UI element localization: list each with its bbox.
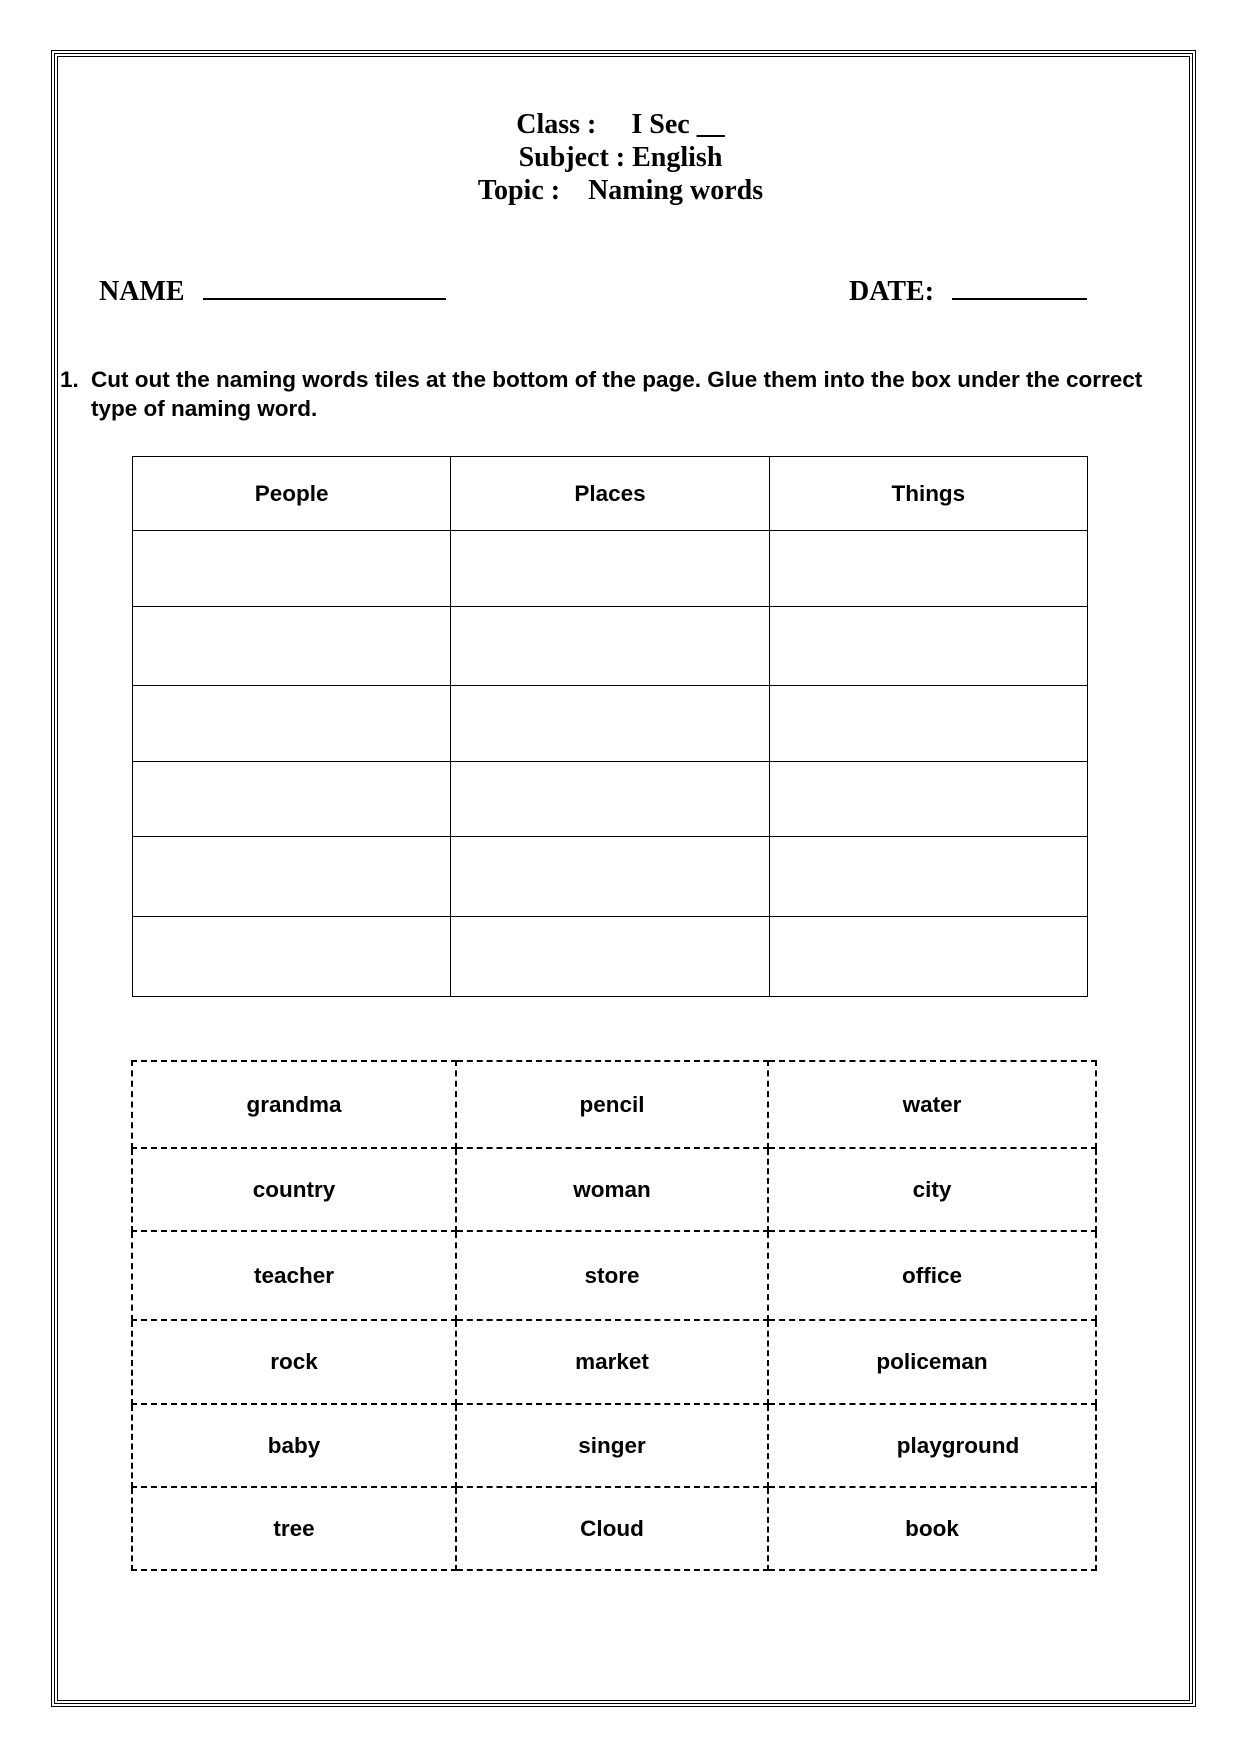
tile-row xyxy=(132,1148,1096,1231)
drop-cell-people[interactable] xyxy=(133,917,451,997)
drop-cell-places[interactable] xyxy=(451,531,769,607)
word-tile[interactable]: policeman xyxy=(768,1320,1096,1404)
column-header-things: Things xyxy=(769,457,1087,531)
word-tile[interactable]: market xyxy=(456,1320,768,1404)
column-header-places: Places xyxy=(451,457,769,531)
drop-cell-things[interactable] xyxy=(769,686,1087,762)
table-row xyxy=(133,837,1088,917)
word-tile[interactable]: woman xyxy=(456,1148,768,1231)
drop-cell-things[interactable] xyxy=(769,531,1087,607)
drop-cell-places[interactable] xyxy=(451,607,769,686)
word-tile[interactable]: water xyxy=(768,1061,1096,1148)
word-tile[interactable]: office xyxy=(768,1231,1096,1320)
drop-cell-things[interactable] xyxy=(769,837,1087,917)
column-header-people: People xyxy=(133,457,451,531)
name-field-row xyxy=(85,242,446,308)
word-tile[interactable]: store xyxy=(456,1231,768,1320)
word-tile[interactable]: grandma xyxy=(132,1061,456,1148)
subject-line: Subject : English xyxy=(518,142,723,173)
date-field-row xyxy=(835,242,1087,308)
name-label: NAME xyxy=(99,276,185,307)
date-blank-line[interactable] xyxy=(952,274,1087,300)
date-label: DATE: xyxy=(849,276,935,307)
word-tiles-grid xyxy=(131,1060,1097,1571)
table-row xyxy=(133,762,1088,837)
tile-row xyxy=(132,1231,1096,1320)
instruction-number: 1. xyxy=(60,367,79,392)
drop-cell-places[interactable] xyxy=(451,686,769,762)
table-row xyxy=(133,917,1088,997)
word-tile[interactable]: city xyxy=(768,1148,1096,1231)
table-row xyxy=(133,607,1088,686)
word-tile[interactable]: tree xyxy=(132,1487,456,1570)
class-line: Class : I Sec __ xyxy=(516,109,725,140)
word-tile[interactable]: playground xyxy=(768,1404,1096,1487)
word-tile[interactable]: Cloud xyxy=(456,1487,768,1570)
drop-cell-things[interactable] xyxy=(769,607,1087,686)
tile-row xyxy=(132,1404,1096,1487)
drop-cell-people[interactable] xyxy=(133,686,451,762)
table-row xyxy=(133,531,1088,607)
tile-row xyxy=(132,1487,1096,1570)
drop-cell-places[interactable] xyxy=(451,917,769,997)
drop-cell-things[interactable] xyxy=(769,762,1087,837)
drop-cell-people[interactable] xyxy=(133,607,451,686)
instruction xyxy=(60,365,1170,423)
tile-row xyxy=(132,1320,1096,1404)
topic-line: Topic : Naming words xyxy=(477,175,764,206)
word-tile[interactable]: baby xyxy=(132,1404,456,1487)
name-blank-line[interactable] xyxy=(203,274,446,300)
tile-row xyxy=(132,1061,1096,1148)
word-tile[interactable]: teacher xyxy=(132,1231,456,1320)
word-tile[interactable]: book xyxy=(768,1487,1096,1570)
word-tile[interactable]: singer xyxy=(456,1404,768,1487)
worksheet-header xyxy=(0,108,1241,207)
drop-cell-people[interactable] xyxy=(133,837,451,917)
drop-cell-places[interactable] xyxy=(451,762,769,837)
drop-cell-places[interactable] xyxy=(451,837,769,917)
instruction-text: Cut out the naming words tiles at the bottom of the page. Glue them into the box under the correct type of naming word. xyxy=(91,367,1143,421)
drop-cell-things[interactable] xyxy=(769,917,1087,997)
word-tile[interactable]: rock xyxy=(132,1320,456,1404)
word-tile[interactable]: pencil xyxy=(456,1061,768,1148)
drop-cell-people[interactable] xyxy=(133,531,451,607)
sorting-table xyxy=(132,456,1088,997)
drop-cell-people[interactable] xyxy=(133,762,451,837)
word-tile[interactable]: country xyxy=(132,1148,456,1231)
table-row xyxy=(133,686,1088,762)
sorting-table-header-row xyxy=(133,457,1088,531)
